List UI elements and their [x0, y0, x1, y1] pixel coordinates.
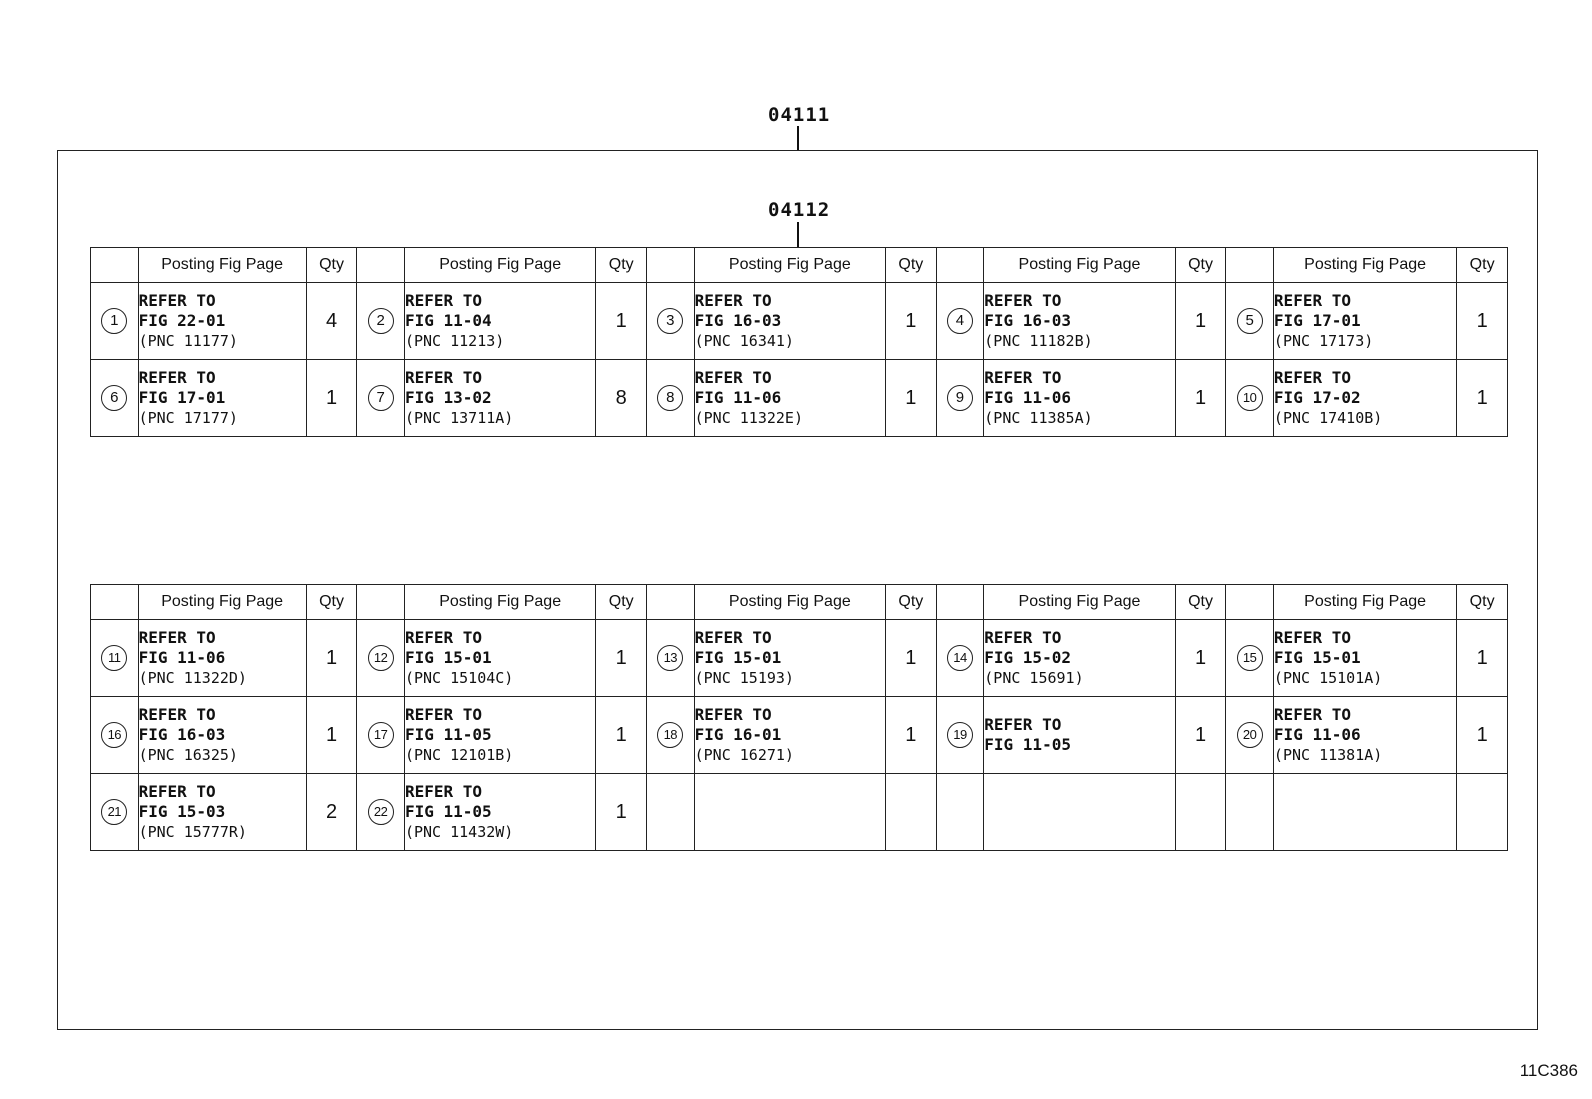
- fig-reference: FIG 17-01: [1273, 311, 1361, 330]
- table-row: [91, 283, 1508, 360]
- header-qty: Qty: [886, 585, 937, 620]
- sub-assembly-label: 04112: [768, 199, 831, 221]
- reference-cell: [694, 620, 885, 697]
- item-number: 18: [657, 722, 683, 748]
- header-blank-cell: [647, 585, 695, 620]
- refer-to-text: REFER TO: [694, 368, 772, 387]
- quantity-cell: [1457, 774, 1508, 851]
- pnc-reference: (PNC 15104C): [404, 669, 514, 687]
- quantity-cell: 1: [886, 360, 937, 437]
- header-fig-page: Posting Fig Page: [1273, 585, 1456, 620]
- fig-reference: FIG 11-06: [138, 648, 226, 667]
- fig-reference: FIG 11-06: [694, 388, 782, 407]
- reference-cell: [138, 283, 306, 360]
- header-row: [91, 585, 1508, 620]
- refer-to-text: REFER TO: [1273, 705, 1351, 724]
- pnc-reference: (PNC 12101B): [404, 746, 514, 764]
- item-number-cell: [647, 283, 695, 360]
- pnc-reference: (PNC 15101A): [1273, 669, 1383, 687]
- fig-reference: FIG 15-02: [984, 648, 1071, 667]
- quantity-cell: [1175, 774, 1226, 851]
- header-blank-cell: [936, 585, 984, 620]
- header-qty: Qty: [1175, 248, 1226, 283]
- quantity-cell: 1: [886, 697, 937, 774]
- item-number-cell: [1226, 360, 1274, 437]
- item-number-cell: [1226, 283, 1274, 360]
- quantity-cell: 1: [1457, 283, 1508, 360]
- fig-reference: FIG 11-06: [984, 388, 1071, 407]
- table-row: [91, 697, 1508, 774]
- item-number-cell: [647, 620, 695, 697]
- quantity-cell: 1: [306, 620, 357, 697]
- quantity-cell: 1: [1457, 620, 1508, 697]
- header-fig-page: Posting Fig Page: [1273, 248, 1456, 283]
- assembly-leader-line: [797, 126, 799, 150]
- item-number-cell: [936, 360, 984, 437]
- reference-cell: [404, 774, 595, 851]
- pnc-reference: (PNC 15691): [984, 669, 1084, 687]
- item-number-cell: [357, 774, 405, 851]
- item-number-cell: [1226, 697, 1274, 774]
- refer-to-text: REFER TO: [694, 705, 772, 724]
- fig-reference: FIG 16-01: [694, 725, 782, 744]
- item-number-cell: [936, 620, 984, 697]
- header-fig-page: Posting Fig Page: [404, 248, 595, 283]
- reference-cell: [984, 697, 1175, 774]
- reference-cell: [138, 774, 306, 851]
- item-number-cell: [357, 697, 405, 774]
- pnc-reference: (PNC 11381A): [1273, 746, 1383, 764]
- fig-reference: FIG 17-01: [138, 388, 226, 407]
- header-fig-page: Posting Fig Page: [694, 248, 885, 283]
- reference-cell: [1273, 283, 1456, 360]
- item-number: 19: [947, 722, 973, 748]
- pnc-reference: (PNC 16341): [694, 332, 794, 350]
- refer-to-text: REFER TO: [404, 782, 483, 801]
- header-qty: Qty: [306, 248, 357, 283]
- fig-reference: FIG 15-01: [694, 648, 782, 667]
- refer-to-text: REFER TO: [1273, 368, 1351, 387]
- header-blank-cell: [91, 585, 139, 620]
- item-number: 21: [101, 799, 127, 825]
- reference-cell: [138, 360, 306, 437]
- reference-cell: [404, 620, 595, 697]
- fig-reference: FIG 16-03: [694, 311, 782, 330]
- item-number: 20: [1237, 722, 1263, 748]
- refer-to-text: REFER TO: [404, 291, 483, 310]
- quantity-cell: 1: [306, 697, 357, 774]
- item-number-cell: [357, 283, 405, 360]
- reference-cell: [694, 360, 885, 437]
- header-fig-page: Posting Fig Page: [984, 585, 1175, 620]
- fig-reference: FIG 16-03: [984, 311, 1071, 330]
- header-blank-cell: [647, 248, 695, 283]
- quantity-cell: 2: [306, 774, 357, 851]
- pnc-reference: (PNC 15777R): [138, 823, 247, 841]
- reference-cell: [694, 774, 885, 851]
- header-blank-cell: [1226, 585, 1274, 620]
- refer-to-text: REFER TO: [984, 715, 1062, 734]
- header-qty: Qty: [306, 585, 357, 620]
- refer-to-text: REFER TO: [984, 628, 1062, 647]
- item-number-cell: [91, 283, 139, 360]
- item-number: 5: [1237, 308, 1263, 334]
- quantity-cell: 1: [1457, 360, 1508, 437]
- fig-reference: FIG 22-01: [138, 311, 226, 330]
- reference-cell: [404, 697, 595, 774]
- reference-cell: [984, 620, 1175, 697]
- header-qty: Qty: [886, 248, 937, 283]
- refer-to-text: REFER TO: [694, 628, 772, 647]
- table-row: [91, 620, 1508, 697]
- refer-to-text: REFER TO: [984, 368, 1062, 387]
- item-number: 7: [368, 385, 394, 411]
- fig-reference: FIG 15-01: [404, 648, 492, 667]
- header-blank-cell: [357, 585, 405, 620]
- pnc-reference: (PNC 17177): [138, 409, 238, 427]
- quantity-cell: 1: [886, 620, 937, 697]
- pnc-reference: (PNC 17410B): [1273, 409, 1383, 427]
- item-number-cell: [1226, 774, 1274, 851]
- header-qty: Qty: [1457, 585, 1508, 620]
- pnc-reference: (PNC 11322D): [138, 669, 247, 687]
- diagram-code: 11C386: [1519, 1061, 1578, 1080]
- item-number-cell: [357, 360, 405, 437]
- reference-cell: [984, 774, 1175, 851]
- pnc-reference: (PNC 16271): [694, 746, 794, 764]
- header-qty: Qty: [596, 248, 647, 283]
- pnc-reference: (PNC 17173): [1273, 332, 1374, 350]
- refer-to-text: REFER TO: [404, 705, 483, 724]
- fig-reference: FIG 15-03: [138, 802, 226, 821]
- item-number: 13: [657, 645, 683, 671]
- quantity-cell: 1: [1175, 360, 1226, 437]
- item-number-cell: [1226, 620, 1274, 697]
- item-number-cell: [936, 283, 984, 360]
- reference-cell: [984, 360, 1175, 437]
- refer-to-text: REFER TO: [138, 291, 216, 310]
- header-blank-cell: [357, 248, 405, 283]
- pnc-reference: (PNC 11213): [404, 332, 505, 350]
- quantity-cell: 1: [596, 620, 647, 697]
- fig-reference: FIG 16-03: [138, 725, 226, 744]
- header-blank-cell: [91, 248, 139, 283]
- pnc-reference: (PNC 15193): [694, 669, 794, 687]
- quantity-cell: 1: [1457, 697, 1508, 774]
- fig-reference: FIG 11-05: [404, 725, 492, 744]
- item-number: 16: [101, 722, 127, 748]
- reference-cell: [138, 620, 306, 697]
- pnc-reference: (PNC 13711A): [404, 409, 514, 427]
- quantity-cell: 1: [1175, 283, 1226, 360]
- item-number: 3: [657, 308, 683, 334]
- assembly-label: 04111: [768, 104, 831, 126]
- header-qty: Qty: [596, 585, 647, 620]
- fig-reference: FIG 13-02: [404, 388, 492, 407]
- quantity-cell: 1: [596, 283, 647, 360]
- quantity-cell: 1: [596, 697, 647, 774]
- pnc-reference: (PNC 11322E): [694, 409, 803, 427]
- header-fig-page: Posting Fig Page: [138, 585, 306, 620]
- quantity-cell: 1: [1175, 697, 1226, 774]
- item-number-cell: [936, 774, 984, 851]
- header-fig-page: Posting Fig Page: [694, 585, 885, 620]
- item-number: 9: [947, 385, 973, 411]
- quantity-cell: 1: [1175, 620, 1226, 697]
- pnc-reference: (PNC 11385A): [984, 409, 1093, 427]
- reference-cell: [404, 360, 595, 437]
- quantity-cell: [886, 774, 937, 851]
- header-blank-cell: [936, 248, 984, 283]
- item-number: 22: [368, 799, 394, 825]
- quantity-cell: 8: [596, 360, 647, 437]
- item-number-cell: [647, 360, 695, 437]
- reference-cell: [1273, 360, 1456, 437]
- refer-to-text: REFER TO: [1273, 628, 1351, 647]
- quantity-cell: 1: [886, 283, 937, 360]
- header-qty: Qty: [1175, 585, 1226, 620]
- header-blank-cell: [1226, 248, 1274, 283]
- sub-assembly-leader-line: [797, 222, 799, 247]
- refer-to-text: REFER TO: [404, 368, 483, 387]
- item-number-cell: [91, 697, 139, 774]
- parts-reference-table: [90, 247, 1508, 437]
- quantity-cell: 1: [596, 774, 647, 851]
- reference-cell: [1273, 774, 1456, 851]
- refer-to-text: REFER TO: [1273, 291, 1351, 310]
- refer-to-text: REFER TO: [138, 705, 216, 724]
- table-row: [91, 774, 1508, 851]
- item-number-cell: [936, 697, 984, 774]
- item-number-cell: [647, 774, 695, 851]
- fig-reference: FIG 11-05: [404, 802, 492, 821]
- refer-to-text: REFER TO: [138, 782, 216, 801]
- item-number: 11: [101, 645, 127, 671]
- fig-reference: FIG 11-05: [984, 735, 1071, 754]
- fig-reference: FIG 15-01: [1273, 648, 1361, 667]
- item-number: 12: [368, 645, 394, 671]
- pnc-reference: (PNC 16325): [138, 746, 238, 764]
- header-row: [91, 248, 1508, 283]
- reference-cell: [1273, 697, 1456, 774]
- item-number: 6: [101, 385, 127, 411]
- reference-cell: [138, 697, 306, 774]
- item-number: 14: [947, 645, 973, 671]
- refer-to-text: REFER TO: [984, 291, 1062, 310]
- reference-cell: [984, 283, 1175, 360]
- quantity-cell: 4: [306, 283, 357, 360]
- item-number-cell: [357, 620, 405, 697]
- item-number: 15: [1237, 645, 1263, 671]
- reference-cell: [1273, 620, 1456, 697]
- item-number-cell: [91, 620, 139, 697]
- fig-reference: FIG 11-06: [1273, 725, 1361, 744]
- item-number: 1: [101, 308, 127, 334]
- item-number: 8: [657, 385, 683, 411]
- reference-cell: [694, 697, 885, 774]
- reference-cell: [694, 283, 885, 360]
- header-qty: Qty: [1457, 248, 1508, 283]
- fig-reference: FIG 17-02: [1273, 388, 1361, 407]
- item-number: 4: [947, 308, 973, 334]
- fig-reference: FIG 11-04: [404, 311, 492, 330]
- header-fig-page: Posting Fig Page: [404, 585, 595, 620]
- item-number-cell: [91, 360, 139, 437]
- refer-to-text: REFER TO: [404, 628, 483, 647]
- pnc-reference: (PNC 11177): [138, 332, 238, 350]
- header-fig-page: Posting Fig Page: [138, 248, 306, 283]
- item-number: 2: [368, 308, 394, 334]
- header-fig-page: Posting Fig Page: [984, 248, 1175, 283]
- reference-cell: [404, 283, 595, 360]
- refer-to-text: REFER TO: [138, 628, 216, 647]
- quantity-cell: 1: [306, 360, 357, 437]
- pnc-reference: (PNC 11432W): [404, 823, 514, 841]
- item-number-cell: [91, 774, 139, 851]
- item-number-cell: [647, 697, 695, 774]
- item-number: 10: [1237, 385, 1263, 411]
- table-row: [91, 360, 1508, 437]
- refer-to-text: REFER TO: [694, 291, 772, 310]
- pnc-reference: (PNC 11182B): [984, 332, 1093, 350]
- parts-reference-table: [90, 584, 1508, 851]
- item-number: 17: [368, 722, 394, 748]
- refer-to-text: REFER TO: [138, 368, 216, 387]
